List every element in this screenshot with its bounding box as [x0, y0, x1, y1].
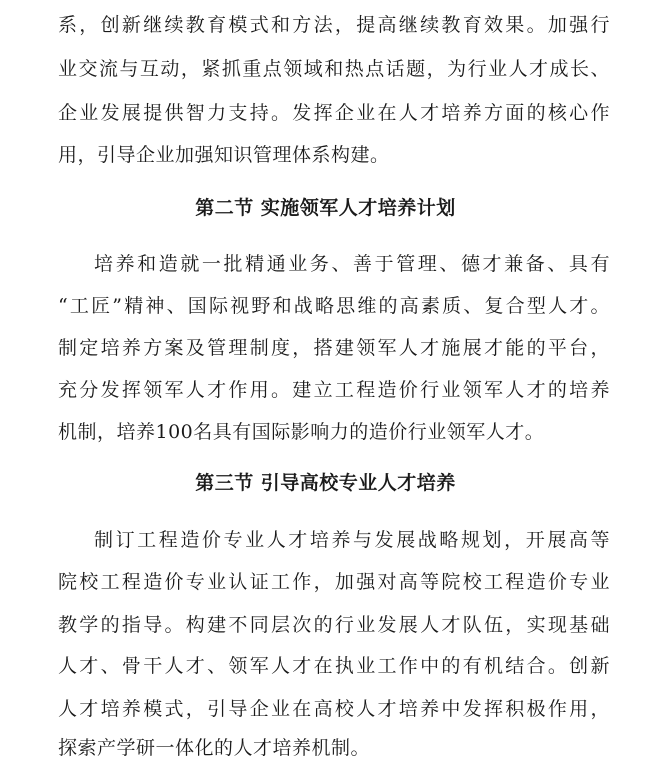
paragraph-line: 企业发展提供智力支持。发挥企业在人才培养方面的核心作 [58, 102, 610, 124]
paragraph-line: 院校工程造价专业认证工作，加强对高等院校工程造价专业 [58, 571, 610, 593]
paragraph-line: 充分发挥领军人才作用。建立工程造价行业领军人才的培养 [58, 379, 610, 401]
paragraph-line: 业交流与互动，紧抓重点领域和热点话题，为行业人才成长、 [58, 58, 610, 80]
paragraph-line: 人才、骨干人才、领军人才在执业工作中的有机结合。创新 [58, 655, 610, 677]
paragraph-line: 教学的指导。构建不同层次的行业发展人才队伍，实现基础 [58, 614, 610, 636]
paragraph-line: 机制，培养100名具有国际影响力的造价行业领军人才。 [58, 421, 545, 443]
paragraph-line: 人才培养模式，引导企业在高校人才培养中发挥积极作用， [58, 698, 610, 720]
paragraph-line: 探索产学研一体化的人才培养机制。 [58, 737, 371, 759]
paragraph-line: 培养和造就一批精通业务、善于管理、德才兼备、具有 [94, 253, 610, 275]
paragraph-line: 系，创新继续教育模式和方法，提高继续教育效果。加强行 [58, 14, 610, 36]
section-heading: 第三节 引导高校专业人才培养 [195, 472, 456, 494]
paragraph-line: 制订工程造价专业人才培养与发展战略规划，开展高等 [94, 529, 610, 551]
paragraph-line: 制定培养方案及管理制度，搭建领军人才施展才能的平台， [58, 337, 610, 359]
section-heading: 第二节 实施领军人才培养计划 [195, 197, 456, 219]
paragraph-line: 用，引导企业加强知识管理体系构建。 [58, 144, 390, 166]
paragraph-line: “工匠”精神、国际视野和战略思维的高素质、复合型人才。 [58, 295, 610, 317]
